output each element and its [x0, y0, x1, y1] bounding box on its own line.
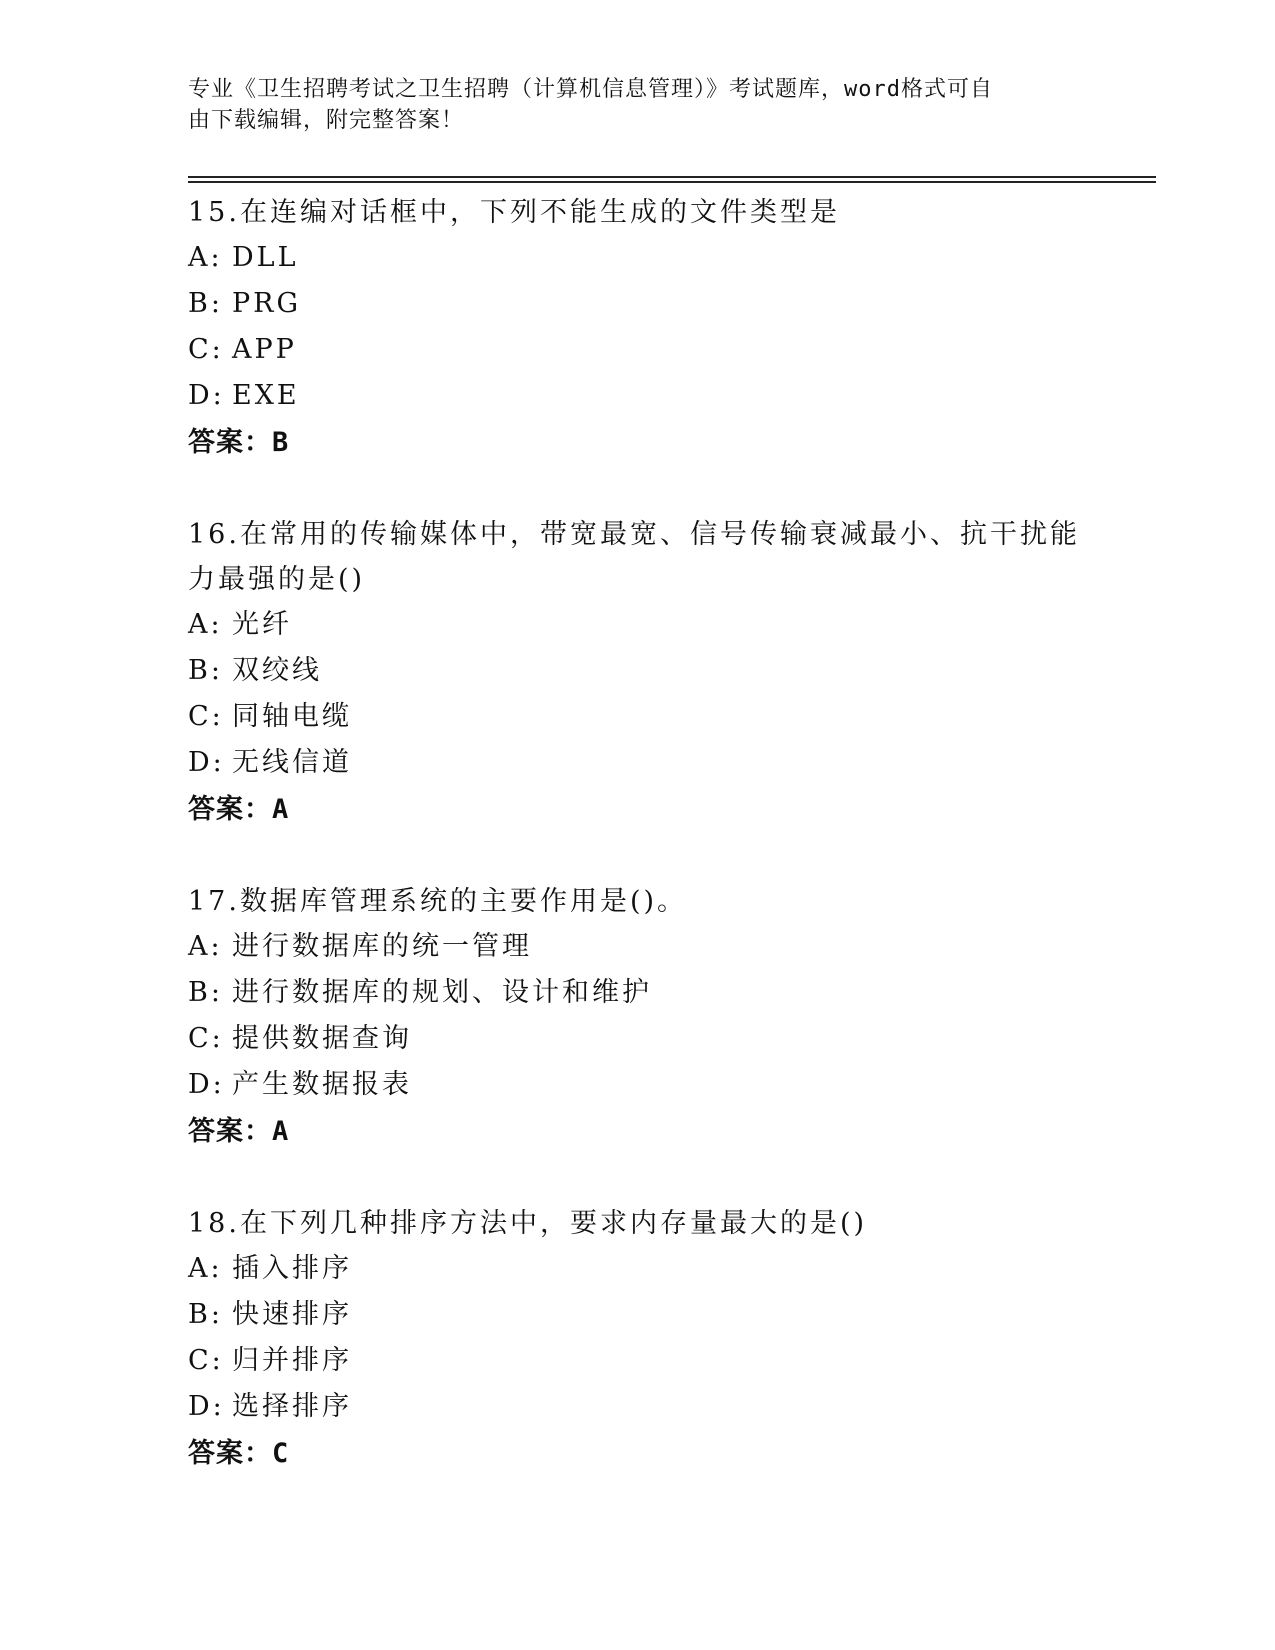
option-d [188, 1062, 1088, 1108]
answer-line: 答案：A [188, 1116, 290, 1147]
option-c [188, 1016, 1088, 1062]
option-key: C: [188, 334, 224, 365]
option-key: B: [188, 1299, 223, 1330]
option-b [188, 970, 1088, 1016]
option-text: 进行数据库的统一管理 [232, 931, 532, 962]
question-stem: 18.在下列几种排序方法中，要求内存量最大的是() [188, 1208, 868, 1239]
header-line-2: 由下载编辑，附完整答案！ [188, 108, 465, 133]
option-d [188, 1384, 1088, 1430]
option-text: 光纤 [232, 609, 292, 640]
option-c [188, 1338, 1088, 1384]
option-text: APP [232, 334, 297, 365]
option-key: B: [188, 288, 223, 319]
option-key: D: [188, 1069, 225, 1100]
header-divider-top [188, 176, 1156, 178]
option-key: D: [188, 1391, 225, 1422]
option-text: 插入排序 [232, 1253, 352, 1284]
question-18 [188, 1201, 1088, 1478]
option-d [188, 373, 1088, 419]
option-text: 进行数据库的规划、设计和维护 [232, 977, 652, 1008]
question-15 [188, 190, 1088, 467]
option-key: D: [188, 747, 225, 778]
question-list [188, 190, 1088, 1523]
option-c [188, 327, 1088, 373]
answer-line: 答案：C [188, 1438, 290, 1469]
option-b [188, 648, 1088, 694]
option-key: C: [188, 1345, 224, 1376]
option-key: B: [188, 655, 223, 686]
option-text: PRG [232, 288, 302, 319]
option-text: EXE [232, 380, 300, 411]
option-a [188, 1246, 1088, 1292]
option-text: 快速排序 [232, 1299, 352, 1330]
option-d [188, 740, 1088, 786]
option-text: 归并排序 [232, 1345, 352, 1376]
option-text: 无线信道 [232, 747, 352, 778]
answer-line: 答案：A [188, 794, 290, 825]
document-header [188, 74, 1068, 136]
option-key: A: [188, 609, 223, 640]
header-line-1: 专业《卫生招聘考试之卫生招聘（计算机信息管理）》考试题库，word格式可自 [188, 77, 993, 102]
option-text: 同轴电缆 [232, 701, 352, 732]
option-key: A: [188, 931, 223, 962]
option-key: C: [188, 1023, 224, 1054]
option-text: 产生数据报表 [232, 1069, 412, 1100]
option-text: 提供数据查询 [232, 1023, 412, 1054]
option-b [188, 281, 1088, 327]
option-a [188, 924, 1088, 970]
option-key: A: [188, 1253, 223, 1284]
question-17 [188, 879, 1088, 1156]
question-stem: 17.数据库管理系统的主要作用是()。 [188, 886, 688, 917]
option-text: 选择排序 [232, 1391, 352, 1422]
option-key: A: [188, 242, 223, 273]
option-key: B: [188, 977, 223, 1008]
answer-line: 答案：B [188, 427, 290, 458]
option-c [188, 694, 1088, 740]
option-b [188, 1292, 1088, 1338]
option-text: DLL [232, 242, 299, 273]
header-divider-bottom [188, 181, 1156, 183]
question-stem: 16.在常用的传输媒体中，带宽最宽、信号传输衰减最小、抗干扰能力最强的是() [188, 519, 1080, 595]
option-a [188, 602, 1088, 648]
question-stem: 15.在连编对话框中，下列不能生成的文件类型是 [188, 197, 840, 228]
option-text: 双绞线 [232, 655, 322, 686]
question-16 [188, 512, 1088, 834]
option-a [188, 235, 1088, 281]
option-key: C: [188, 701, 224, 732]
option-key: D: [188, 380, 225, 411]
